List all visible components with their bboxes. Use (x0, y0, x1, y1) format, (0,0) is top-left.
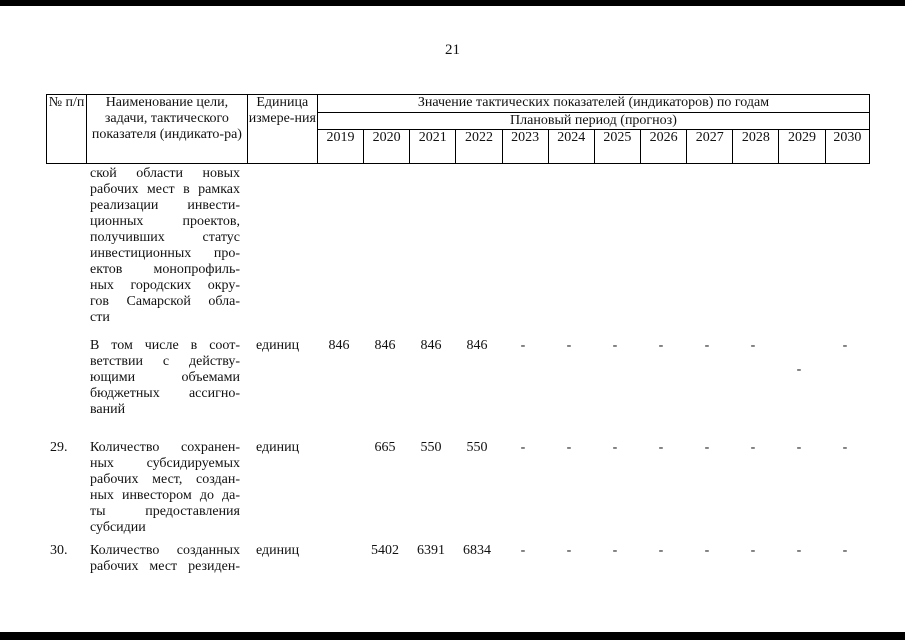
header-col-unit (247, 95, 317, 164)
name-line: ющими объемами (90, 370, 240, 385)
name-line: ционных проектов, (90, 214, 240, 229)
name-line: рабочих мест, создан- (90, 472, 240, 487)
row-29-number: 29. (50, 440, 68, 455)
value-cell-2020: 665 (374, 440, 396, 455)
value-cell-2021: 6391 (417, 543, 445, 558)
row-30-name (90, 543, 240, 575)
value-cell-2030: - (842, 440, 848, 455)
name-line: Количество созданных (90, 543, 240, 558)
name-line: рабочих мест в рамках (90, 182, 240, 197)
header-year-2027: 2027 (687, 130, 733, 164)
value-cell-2029: - (796, 362, 802, 377)
value-cell-2025: - (612, 440, 618, 455)
header-col-no (47, 95, 87, 164)
name-line: гов Самарской обла- (90, 294, 240, 309)
value-cell-2020: 5402 (371, 543, 399, 558)
value-cell-2023: - (520, 440, 526, 455)
value-cell-2023: - (520, 543, 526, 558)
value-cell-2025: - (612, 338, 618, 353)
name-line: бюджетных ассигно- (90, 386, 240, 401)
header-year-2026: 2026 (641, 130, 687, 164)
value-cell-2027: - (704, 543, 710, 558)
name-line: рабочих мест резиден- (90, 559, 240, 574)
header-year-2020: 2020 (364, 130, 410, 164)
name-line: реализации инвести- (90, 198, 240, 213)
name-line: ской области новых (90, 166, 240, 181)
header-year-2025: 2025 (594, 130, 640, 164)
name-line: ных инвестором до да- (90, 488, 240, 503)
row-29-name (90, 440, 240, 536)
row-30-unit: единиц (256, 543, 300, 558)
name-line: ных субсидируемых (90, 456, 240, 471)
value-cell-2024: - (566, 440, 572, 455)
name-line: В том числе в соот- (90, 338, 240, 353)
header-col-period: Плановый период (прогноз) (317, 113, 869, 130)
row-continuation-name (90, 166, 240, 326)
name-line: Количество сохранен- (90, 440, 240, 455)
value-cell-2022: 550 (466, 440, 488, 455)
name-line: субсидии (90, 520, 146, 535)
value-cell-2023: - (520, 338, 526, 353)
value-cell-2020: 846 (374, 338, 396, 353)
value-cell-2027: - (704, 440, 710, 455)
value-cell-2021: 846 (420, 338, 442, 353)
name-line: ваний (90, 402, 126, 417)
header-year-2021: 2021 (410, 130, 456, 164)
row-subitem-name (90, 338, 240, 418)
top-border (0, 0, 905, 6)
name-line: ных городских окру- (90, 278, 240, 293)
header-year-2028: 2028 (733, 130, 779, 164)
table-header (46, 94, 870, 162)
header-year-2022: 2022 (456, 130, 502, 164)
name-line: сти (90, 310, 110, 325)
value-cell-2022: 846 (466, 338, 488, 353)
row-subitem-unit: единиц (256, 338, 300, 353)
value-cell-2027: - (704, 338, 710, 353)
value-cell-2024: - (566, 338, 572, 353)
value-cell-2024: - (566, 543, 572, 558)
value-cell-2028: - (750, 338, 756, 353)
name-line: ветствии с действу- (90, 354, 240, 369)
header-year-2023: 2023 (502, 130, 548, 164)
name-line: получивших статус (90, 230, 240, 245)
header-col-values: Значение тактических показателей (индикаторов) по годам (317, 95, 869, 113)
header-year-2019: 2019 (317, 130, 363, 164)
header-col-name-text: Наименование цели, задачи, тактического показателя (индикато-ра) (91, 95, 242, 142)
value-cell-2028: - (750, 440, 756, 455)
header-year-2029: 2029 (779, 130, 825, 164)
header-col-no-text: № п/п (48, 95, 85, 110)
value-cell-2019: 846 (328, 338, 350, 353)
value-cell-2030: - (842, 338, 848, 353)
row-30-number: 30. (50, 543, 68, 558)
name-line: инвестиционных про- (90, 246, 240, 261)
value-cell-2029: - (796, 440, 802, 455)
value-cell-2029: - (796, 543, 802, 558)
value-cell-2021: 550 (420, 440, 442, 455)
value-cell-2022: 6834 (463, 543, 491, 558)
header-year-2024: 2024 (548, 130, 594, 164)
value-cell-2030: - (842, 543, 848, 558)
value-cell-2026: - (658, 440, 664, 455)
value-cell-2026: - (658, 543, 664, 558)
name-line: ты предоставления (90, 504, 240, 519)
value-cell-2025: - (612, 543, 618, 558)
page-number: 21 (445, 42, 460, 58)
header-col-unit-text: Единица измере-ния (248, 95, 316, 126)
row-29-unit: единиц (256, 440, 300, 455)
header-col-name (87, 95, 248, 164)
name-line: ектов монопрофиль- (90, 262, 240, 277)
header-year-2030: 2030 (825, 130, 869, 164)
value-cell-2028: - (750, 543, 756, 558)
value-cell-2026: - (658, 338, 664, 353)
bottom-border (0, 632, 905, 640)
